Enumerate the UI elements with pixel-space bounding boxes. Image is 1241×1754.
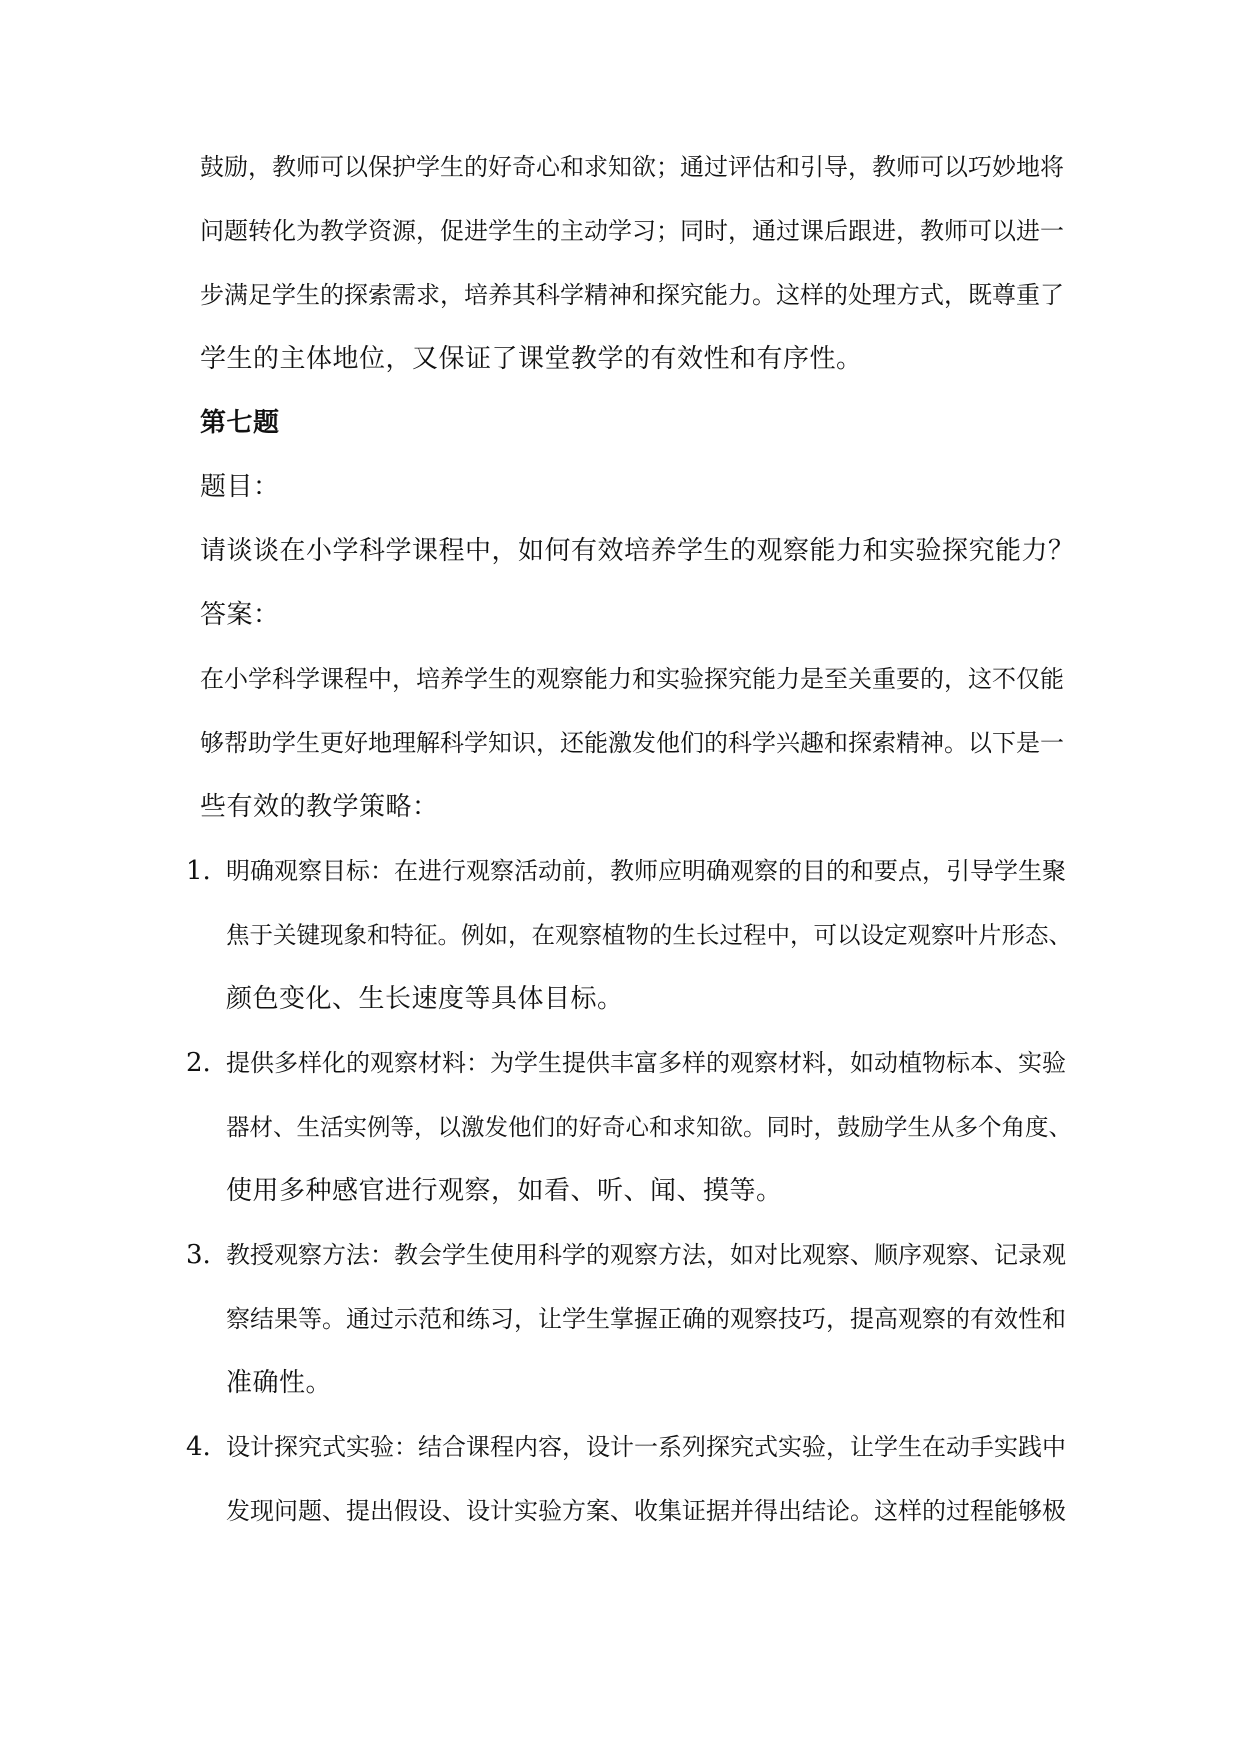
list-item-line: 使用多种感官进行观察，如看、听、闻、摸等。 [226,1176,783,1206]
list-item-line: 准确性。 [226,1368,333,1398]
answer-intro-line: 些有效的教学策略： [200,792,439,822]
list-number: 1. [186,856,211,886]
list-number: 4. [186,1432,211,1462]
paragraph-line: 问题转化为教学资源，促进学生的主动学习；同时，通过课后跟进，教师可以进一 [200,217,1064,245]
answer-label: 答案： [200,600,280,630]
list-item-line: 教授观察方法：教会学生使用科学的观察方法，如对比观察、顺序观察、记录观 [226,1241,1066,1269]
list-item-line: 器材、生活实例等，以激发他们的好奇心和求知欲。同时，鼓励学生从多个角度、 [226,1113,1072,1141]
answer-intro-line: 在小学科学课程中，培养学生的观察能力和实验探究能力是至关重要的，这不仅能 [200,665,1064,693]
paragraph-line: 鼓励，教师可以保护学生的好奇心和求知欲；通过评估和引导，教师可以巧妙地将 [200,153,1064,181]
question-label: 题目： [200,472,280,502]
answer-intro-line: 够帮助学生更好地理解科学知识，还能激发他们的科学兴趣和探索精神。以下是一 [200,729,1064,757]
paragraph-line: 学生的主体地位，又保证了课堂教学的有效性和有序性。 [200,344,863,374]
question-text: 请谈谈在小学科学课程中，如何有效培养学生的观察能力和实验探究能力？ [200,536,1075,566]
list-item-line: 提供多样化的观察材料：为学生提供丰富多样的观察材料，如动植物标本、实验 [226,1049,1066,1077]
list-number: 2. [186,1048,211,1078]
paragraph-line: 步满足学生的探索需求，培养其科学精神和探究能力。这样的处理方式，既尊重了 [200,281,1064,309]
list-item-line: 焦于关键现象和特征。例如，在观察植物的生长过程中，可以设定观察叶片形态、 [226,921,1072,949]
section-title: 第七题 [200,408,280,438]
list-item-line: 察结果等。通过示范和练习，让学生掌握正确的观察技巧，提高观察的有效性和 [226,1305,1066,1333]
list-item-line: 明确观察目标：在进行观察活动前，教师应明确观察的目的和要点，引导学生聚 [226,857,1066,885]
list-number: 3. [186,1240,211,1270]
list-item-line: 设计探究式实验：结合课程内容，设计一系列探究式实验，让学生在动手实践中 [226,1433,1066,1461]
list-item-line: 颜色变化、生长速度等具体目标。 [226,984,624,1014]
list-item-line: 发现问题、提出假设、设计实验方案、收集证据并得出结论。这样的过程能够极 [226,1497,1066,1525]
